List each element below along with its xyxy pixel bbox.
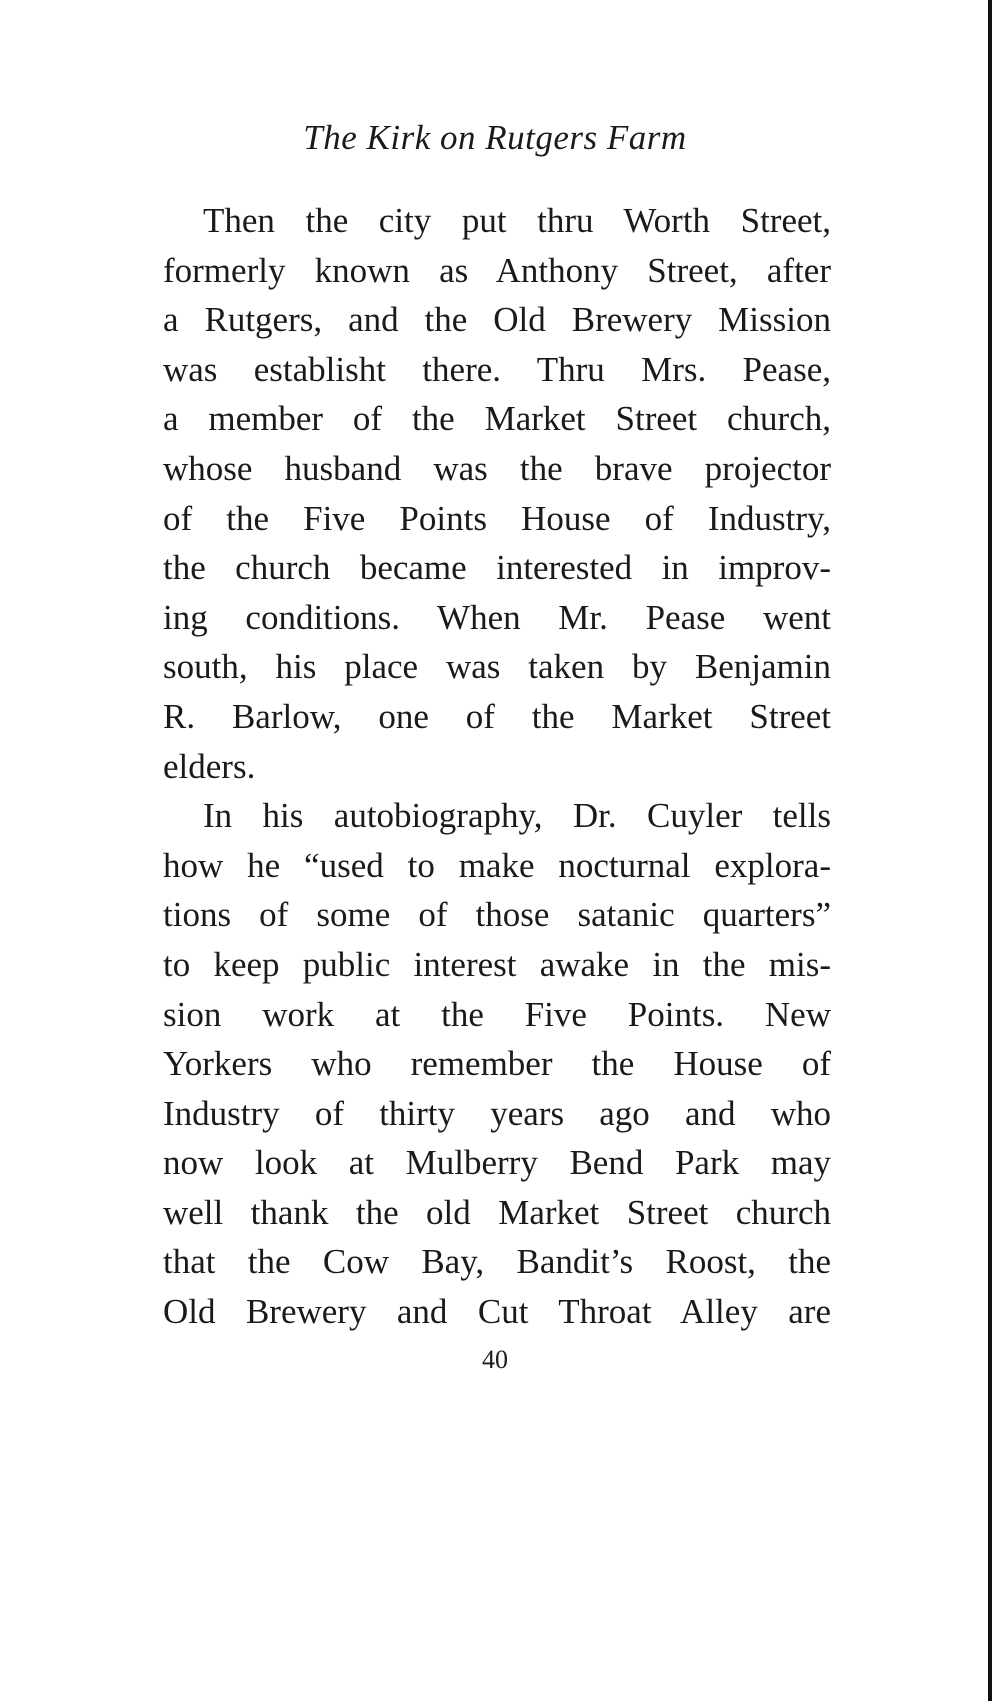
text-line: of the Five Points House of Industry, (163, 498, 831, 538)
paragraph-1 (163, 196, 831, 791)
paragraph-2 (163, 791, 831, 1337)
text-line: well thank the old Market Street church (163, 1192, 831, 1232)
text-line: elders. (163, 746, 256, 786)
page-edge-rule (988, 0, 992, 1701)
text-line: south, his place was taken by Benjamin (163, 647, 831, 687)
text-line: a member of the Market Street church, (163, 399, 831, 439)
body-text (163, 196, 831, 1337)
text-line: Old Brewery and Cut Throat Alley are (163, 1292, 831, 1332)
running-head: The Kirk on Rutgers Farm (303, 118, 687, 157)
text-line: Industry of thirty years ago and who (163, 1093, 831, 1133)
page-number: 40 (482, 1345, 508, 1374)
text-line: Yorkers who remember the House of (163, 1044, 831, 1084)
text-line: formerly known as Anthony Street, after (163, 250, 831, 290)
text-line: now look at Mulberry Bend Park may (163, 1143, 831, 1183)
text-line: In his autobiography, Dr. Cuyler tells (203, 796, 831, 836)
text-line: sion work at the Five Points. New (163, 994, 831, 1034)
text-line: how he “used to make nocturnal explora- (163, 845, 831, 885)
text-line: to keep public interest awake in the mis- (163, 944, 831, 984)
text-line: Then the city put thru Worth Street, (203, 201, 831, 240)
text-line: that the Cow Bay, Bandit’s Roost, the (163, 1242, 831, 1282)
text-line: was establisht there. Thru Mrs. Pease, (163, 349, 831, 389)
text-line: ing conditions. When Mr. Pease went (163, 597, 831, 637)
text-line: R. Barlow, one of the Market Street (163, 696, 831, 736)
text-line: the church became interested in improv- (163, 548, 831, 588)
text-line: a Rutgers, and the Old Brewery Mission (163, 300, 831, 340)
text-line: whose husband was the brave projector (163, 448, 831, 488)
text-line: tions of some of those satanic quarters” (163, 895, 831, 935)
